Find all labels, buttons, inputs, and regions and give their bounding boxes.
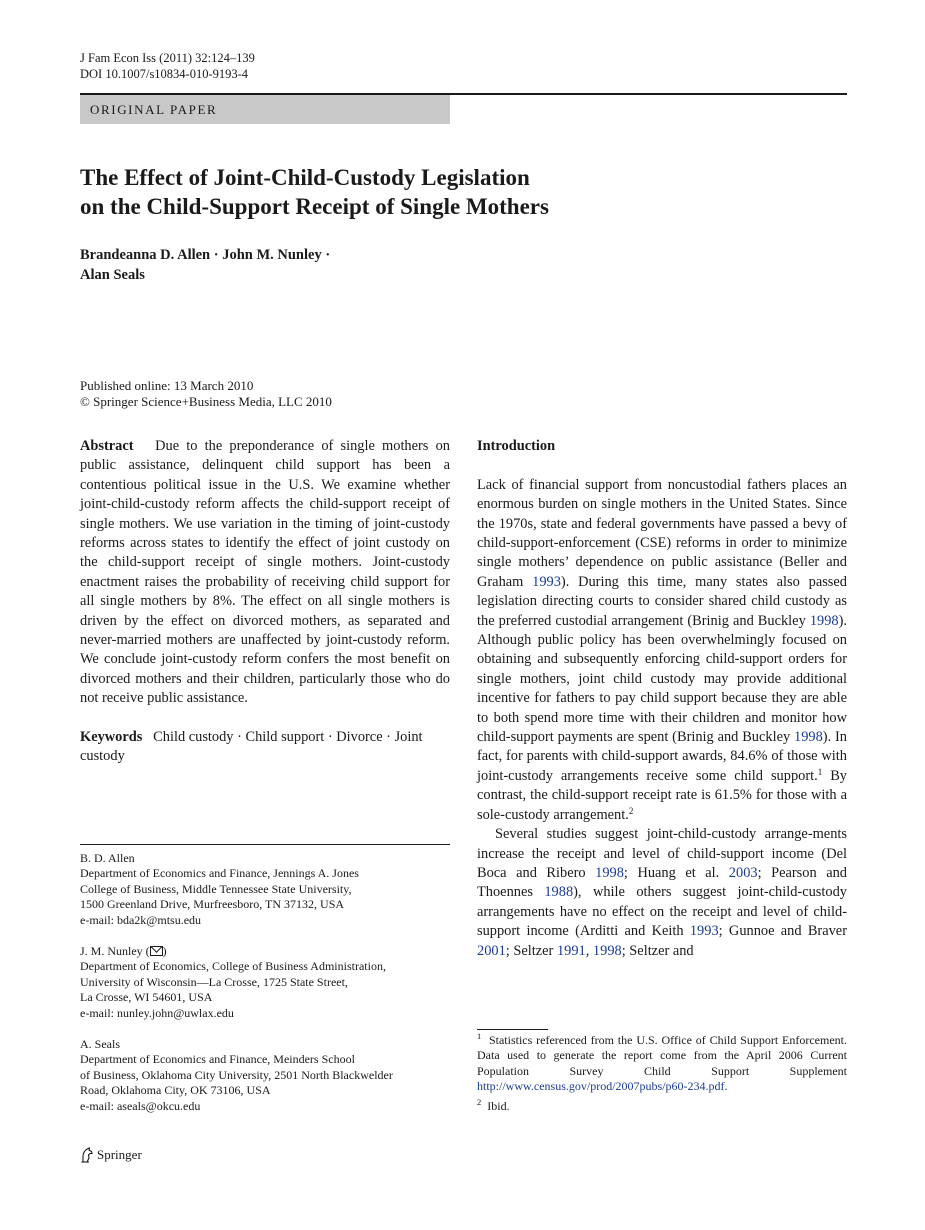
publication-info	[80, 378, 332, 410]
text-run: ; Huang et al.	[623, 864, 729, 881]
affiliation-name-line: J. M. Nunley ( )	[80, 944, 167, 958]
keywords-text: Child custody · Child support · Divorce · Joint custody	[80, 728, 423, 765]
abstract-label: Abstract	[80, 438, 134, 454]
introduction-heading: Introduction	[477, 438, 556, 454]
affiliation-line: Department of Economics and Finance, Jennings A. Jones	[80, 866, 359, 881]
footnote-url-link[interactable]: http://www.census.gov/prod/2007pubs/p60-234.pdf	[477, 1079, 725, 1094]
introduction-paragraph-1	[477, 476, 847, 825]
author-list	[80, 245, 480, 285]
affiliation-seals	[80, 1037, 450, 1114]
text-run: ; Gunnoe and Braver	[718, 923, 847, 940]
citation-link[interactable]: 2001	[477, 942, 506, 959]
springer-horse-icon	[80, 1147, 94, 1163]
citation-link[interactable]: 1988	[544, 884, 574, 901]
text-run: Lack of financial support from noncustodial fathers places an enormous burden on single mothers in the United States. Since the 1970s, state and federal governments have passed a bevy of child-support-enforcement (CSE) reforms in order to minimize single mothers’ dependence on public assistance (Beller and Graham	[477, 476, 847, 590]
introduction-paragraph-2	[477, 825, 847, 961]
affiliation-email[interactable]: e-mail: nunley.john@uwlax.edu	[80, 1005, 234, 1020]
published-date: Published online: 13 March 2010	[80, 378, 254, 393]
envelope-icon	[150, 946, 163, 956]
footnote-text: Ibid.	[487, 1098, 510, 1113]
affiliation-nunley	[80, 944, 450, 1021]
text-run: ). During this time, many states also passed legislation directing courts to consider shared child custody as the preferred custodial arrangement (Brinig and Buckley	[477, 573, 847, 629]
text-run: ; Seltzer and	[621, 942, 694, 959]
abstract	[80, 437, 450, 709]
citation-link[interactable]: 2003	[728, 864, 758, 881]
paper-type-banner	[80, 95, 450, 124]
footnote-ref[interactable]: 1	[817, 766, 823, 777]
affiliation-line: Department of Economics, College of Business Administration,	[80, 959, 386, 974]
citation-link[interactable]: 1991	[556, 942, 586, 959]
footnote-mark: 2	[477, 1096, 482, 1107]
affiliation-email[interactable]: e-mail: bda2k@mtsu.edu	[80, 912, 202, 927]
journal-doi: DOI 10.1007/s10834-010-9193-4	[80, 67, 249, 81]
text-run: ). In fact, for parents with child-support awards, 84.6% of those with joint-custody arrangements receive some child support.	[477, 729, 847, 784]
citation-link[interactable]: 1998	[595, 864, 624, 881]
text-run: Several studies suggest joint-child-custody arrange-ments increase the receipt and level of child-support income (Del Boca and Ribero	[477, 826, 847, 881]
footnotes	[477, 1033, 847, 1118]
footnote-rule	[477, 1029, 548, 1030]
footnote-text: Statistics referenced from the U.S. Office of Child Support Enforcement. Data used to generate the report come from the April 2006 Current Population Survey Child Support Supplement	[477, 1033, 848, 1078]
text-run: ,	[585, 942, 593, 959]
citation-link[interactable]: 1993	[532, 573, 561, 590]
text-run: ; Pearson and Thoennes	[477, 864, 847, 901]
affiliation-line: College of Business, Middle Tennessee State University,	[80, 881, 352, 896]
publisher-footer	[80, 1145, 142, 1165]
journal-citation: J Fam Econ Iss (2011) 32:124–139	[80, 51, 255, 65]
paper-type-label: ORIGINAL PAPER	[90, 102, 218, 117]
paper-title	[80, 163, 840, 221]
journal-header	[80, 50, 255, 82]
authors-line-2: Alan Seals	[80, 267, 145, 283]
affiliation-line: of Business, Oklahoma City University, 2501 North Blackwelder	[80, 1067, 393, 1082]
keywords-label: Keywords	[80, 728, 143, 745]
affiliation-line: La Crosse, WI 54601, USA	[80, 990, 213, 1005]
text-run: ). Although public policy has been overwhelmingly focused on obtaining and subsequently enforcing child-support orders for single mothers, joint child custody may provide additional incentive for fathers to pay child support because they are able to both spend more time with their children and monitor how child-support payments are spent (Brinig and Buckley	[477, 612, 847, 746]
affiliation-name: A. Seals	[80, 1037, 120, 1051]
publisher-name: Springer	[97, 1147, 142, 1162]
keywords	[80, 728, 450, 767]
affiliation-line: University of Wisconsin—La Crosse, 1725 State Street,	[80, 974, 348, 989]
text-run: ), while others suggest joint-child-custody arrangements have no effect on the receipt and level of child-support income (Arditti and Keith	[477, 884, 847, 940]
affiliation-name: J. M. Nunley	[80, 944, 143, 958]
abstract-text: Due to the preponderance of single mothers on public assistance, delinquent child support has been a contentious political issue in the U.S. We examine whether joint-child-custody reform affects the child-support receipt of single mothers. We use variation in the timing of joint-custody reforms across states to identify the effect of joint custody on the child-support receipt of single mothers. Joint-custody enactment raises the probability of receiving child support for all single mothers by 8%. The effect on all single mothers is driven by the effect on divorced mothers, as separated and never-married mothers are unaffected by joint-custody reform. We conclude joint-custody reform confers the most benefit on divorced mothers and their children, particularly those who do not receive public assistance.	[80, 438, 450, 707]
text-run: ; Seltzer	[505, 942, 557, 959]
title-line-2: on the Child-Support Receipt of Single Mothers	[80, 194, 549, 219]
copyright: © Springer Science+Business Media, LLC 2010	[80, 394, 332, 409]
affiliation-line: Department of Economics and Finance, Meinders School	[80, 1052, 355, 1067]
right-column	[477, 437, 847, 961]
authors-line-1: Brandeanna D. Allen · John M. Nunley ·	[80, 247, 331, 263]
footnote-1	[477, 1033, 847, 1095]
affiliation-rule	[80, 844, 450, 845]
title-line-1: The Effect of Joint-Child-Custody Legislation	[80, 165, 530, 190]
text-run: By contrast, the child-support receipt rate is 61.5% for those with a sole-custody arrangement.	[477, 767, 847, 823]
footnote-mark: 1	[477, 1031, 482, 1041]
affiliation-line: 1500 Greenland Drive, Murfreesboro, TN 37132, USA	[80, 897, 345, 912]
footnote-ref[interactable]: 2	[628, 805, 634, 816]
affiliation-name: B. D. Allen	[80, 851, 135, 865]
affiliation-allen	[80, 851, 450, 928]
left-column	[80, 437, 450, 767]
footnote-2	[477, 1096, 847, 1114]
citation-link[interactable]: 1998	[809, 612, 839, 629]
footnote-text: .	[724, 1079, 728, 1094]
affiliation-line: Road, Oklahoma City, OK 73106, USA	[80, 1083, 271, 1098]
citation-link[interactable]: 1998	[794, 729, 823, 746]
affiliation-email[interactable]: e-mail: aseals@okcu.edu	[80, 1098, 201, 1113]
citation-link[interactable]: 1993	[689, 923, 719, 940]
citation-link[interactable]: 1998	[592, 942, 622, 959]
